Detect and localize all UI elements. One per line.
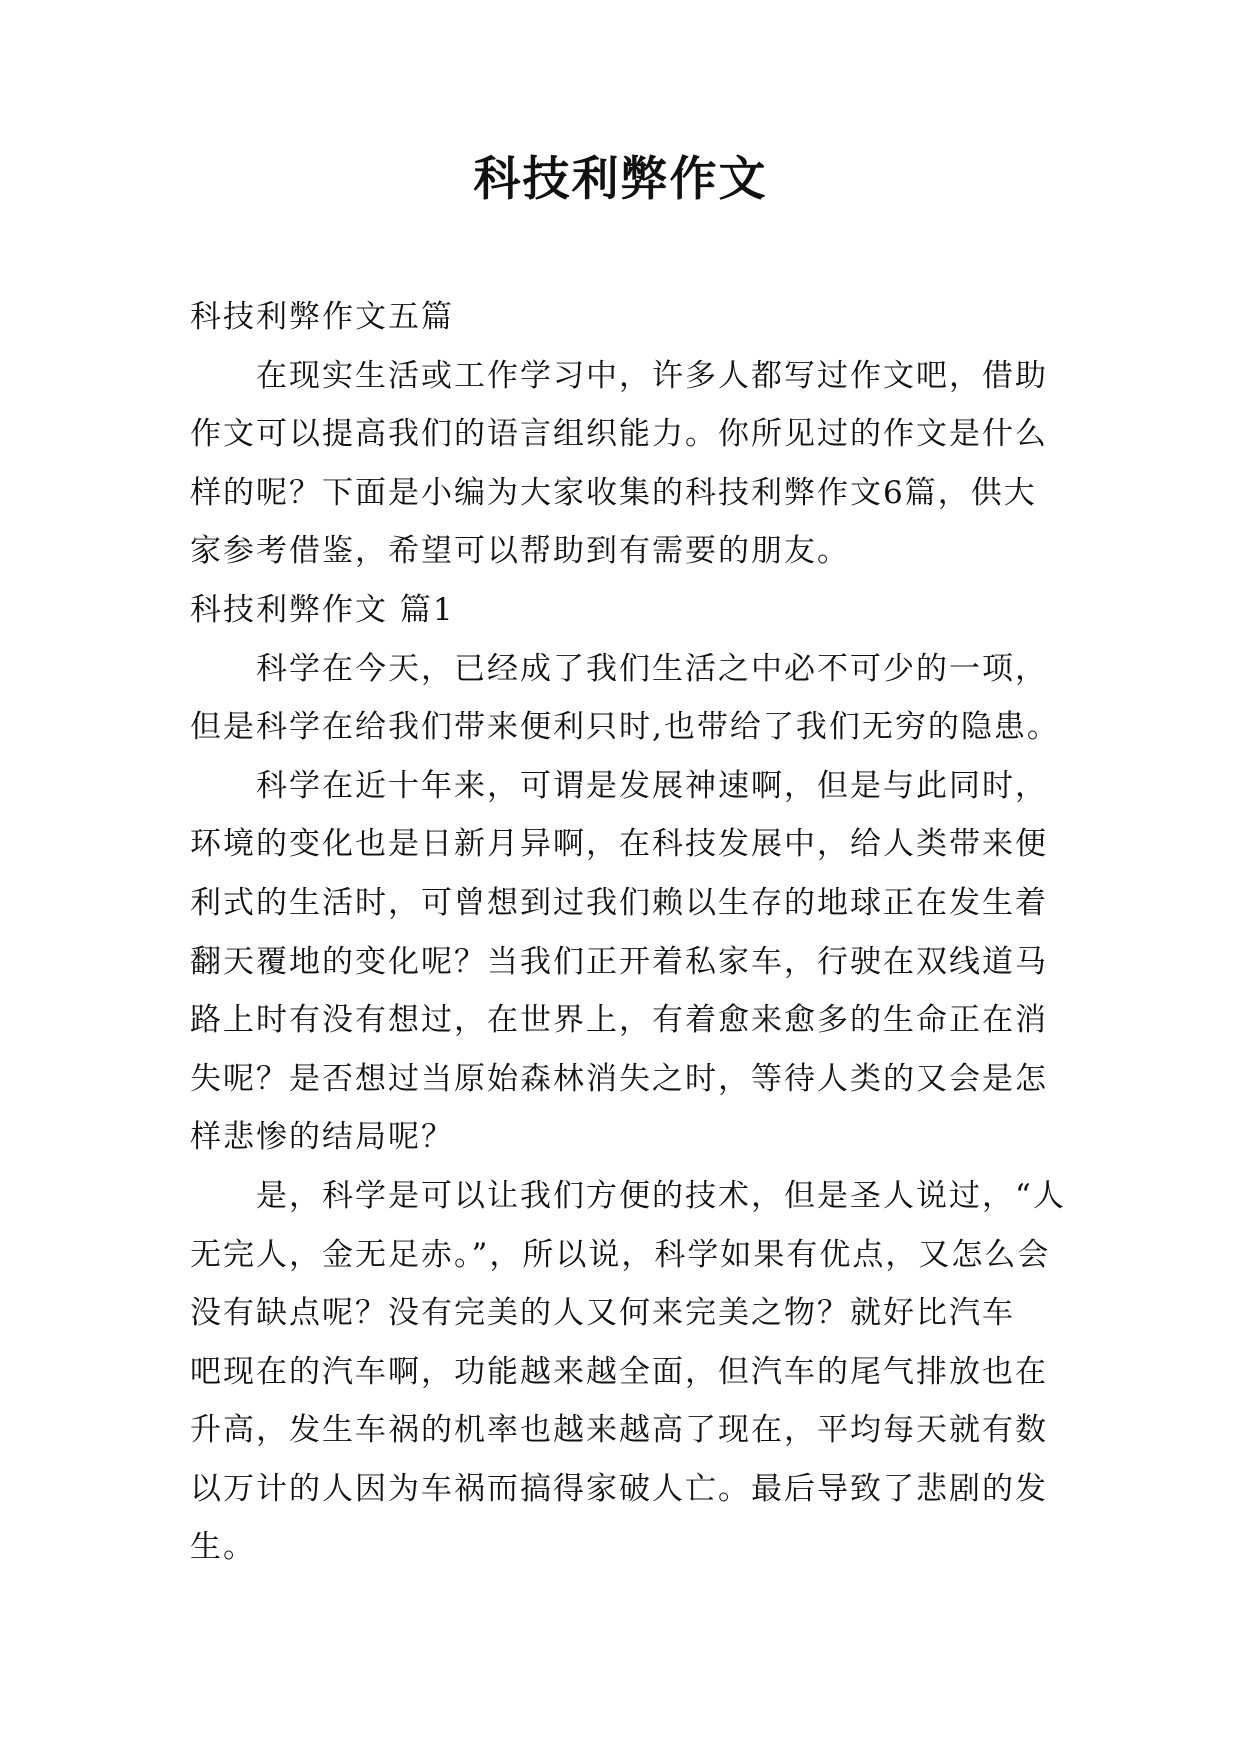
text-line: 但是科学在给我们带来便利只时,也带给了我们无穷的隐患。 [190,709,1060,746]
text-line: 利式的生活时，可曾想到过我们赖以生存的地球正在发生着 [190,884,1048,921]
text-line: 作文可以提高我们的语言组织能力。你所见过的作文是什么 [190,416,1048,453]
text-line: 生。 [190,1529,256,1566]
text-line: 升高，发生车祸的机率也越来越高了现在，平均每天就有数 [190,1412,1048,1449]
text-line: 家参考借鉴，希望可以帮助到有需要的朋友。 [190,533,850,570]
text-line: 没有缺点呢？没有完美的人又何来完美之物？就好比汽车 [190,1295,1015,1332]
paragraph-first-line: 在现实生活或工作学习中，许多人都写过作文吧，借助 [256,357,1048,394]
document-title: 科技利弊作文 [473,152,768,207]
document-body [190,288,1066,1577]
text-line: 科技利弊作文五篇 [190,299,454,335]
text-line: 路上时有没有想过，在世界上，有着愈来愈多的生命正在消 [190,1002,1048,1039]
text-line: 科技利弊作文 篇1 [190,591,455,628]
text-line: 样的呢？下面是小编为大家收集的科技利弊作文6篇，供大 [190,474,1037,511]
paragraph-first-line: 科学在今天，已经成了我们生活之中必不可少的一项， [256,650,1048,687]
text-line: 样悲惨的结局呢？ [190,1119,454,1156]
paragraph-first-line: 是，科学是可以让我们方便的技术，但是圣人说过，“人 [256,1177,1066,1214]
text-line: 以万计的人因为车祸而搞得家破人亡。最后导致了悲剧的发 [190,1470,1048,1507]
text-line: 失呢？是否想过当原始森林消失之时，等待人类的又会是怎 [190,1060,1048,1097]
text-line: 无完人，金无足赤。”，所以说，科学如果有优点，又怎么会 [190,1236,1051,1273]
text-line: 吧现在的汽车啊，功能越来越全面，但汽车的尾气排放也在 [190,1353,1048,1390]
text-line: 环境的变化也是日新月异啊，在科技发展中，给人类带来便 [190,826,1048,863]
paragraph-first-line: 科学在近十年来，可谓是发展神速啊，但是与此同时， [256,767,1048,804]
text-line: 翻天覆地的变化呢？当我们正开着私家车，行驶在双线道马 [190,943,1048,980]
